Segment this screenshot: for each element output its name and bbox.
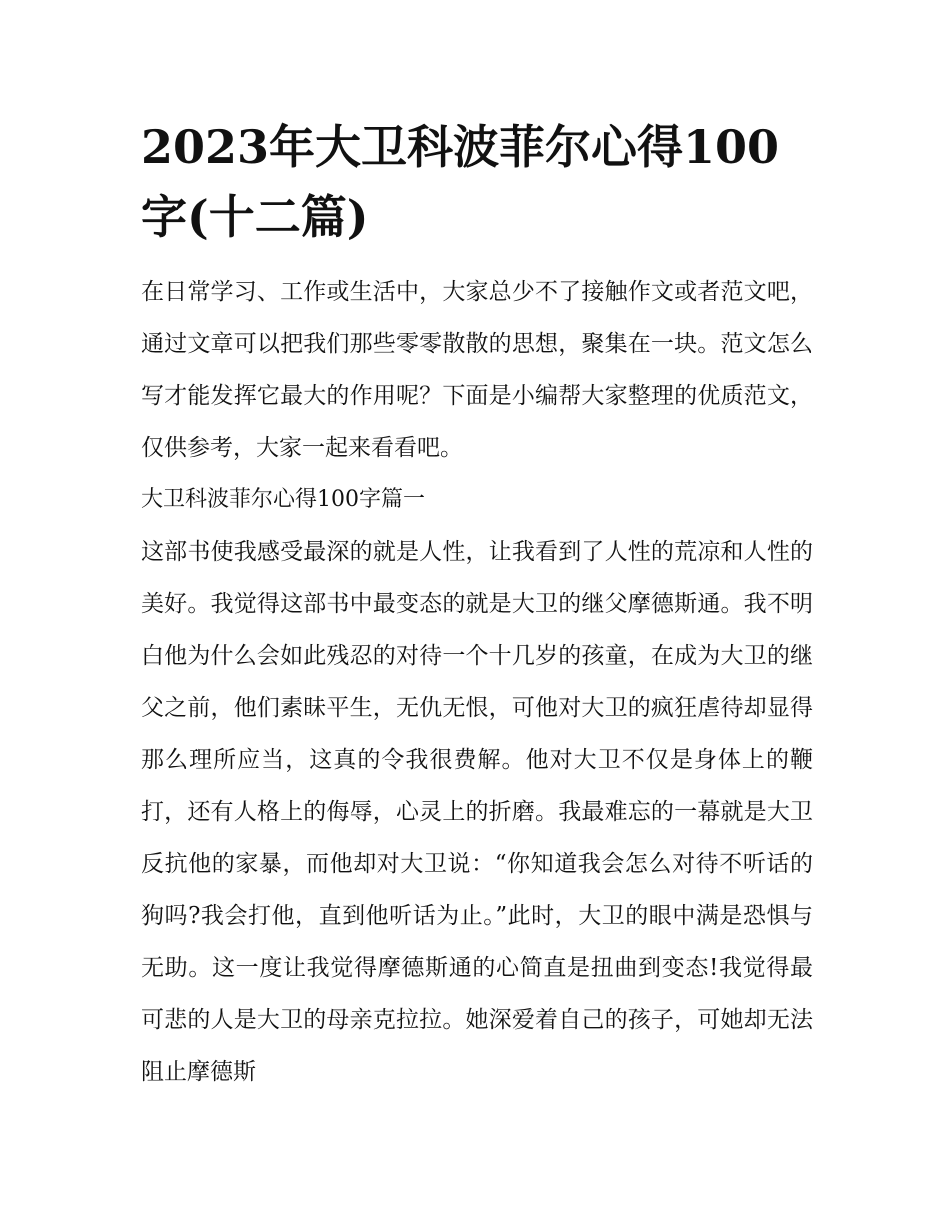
intro-paragraph: 在日常学习、工作或生活中，大家总少不了接触作文或者范文吧，通过文章可以把我们那些零零散散的思想，聚集在一块。范文怎么写才能发挥它最大的作用呢？下面是小编帮大家整理的优质范文，仅供参考，大家一起来看看吧。: [141, 279, 813, 461]
document-page: [141, 112, 813, 1098]
body-paragraph: 这部书使我感受最深的就是人性，让我看到了人性的荒凉和人性的美好。我觉得这部书中最变态的就是大卫的继父摩德斯通。我不明白他为什么会如此残忍的对待一个十几岁的孩童，在成为大卫的继父之前，他们素昧平生，无仇无恨，可他对大卫的疯狂虐待却显得那么理所应当，这真的令我很费解。他对大卫不仅是身体上的鞭打，还有人格上的侮辱，心灵上的折磨。我最难忘的一幕就是大卫反抗他的家暴，而他却对大卫说：“你知道我会怎么对待不听话的狗吗?我会打他，直到他听话为止。”此时，大卫的眼中满是恐惧与无助。这一度让我觉得摩德斯通的心简直是扭曲到变态!我觉得最可悲的人是大卫的母亲克拉拉。她深爱着自己的孩子，可她却无法阻止摩德斯: [141, 539, 813, 1085]
section-heading: 大卫科波菲尔心得100字篇一: [141, 487, 425, 512]
document-title: 2023年大卫科波菲尔心得100字(十二篇): [141, 120, 780, 244]
